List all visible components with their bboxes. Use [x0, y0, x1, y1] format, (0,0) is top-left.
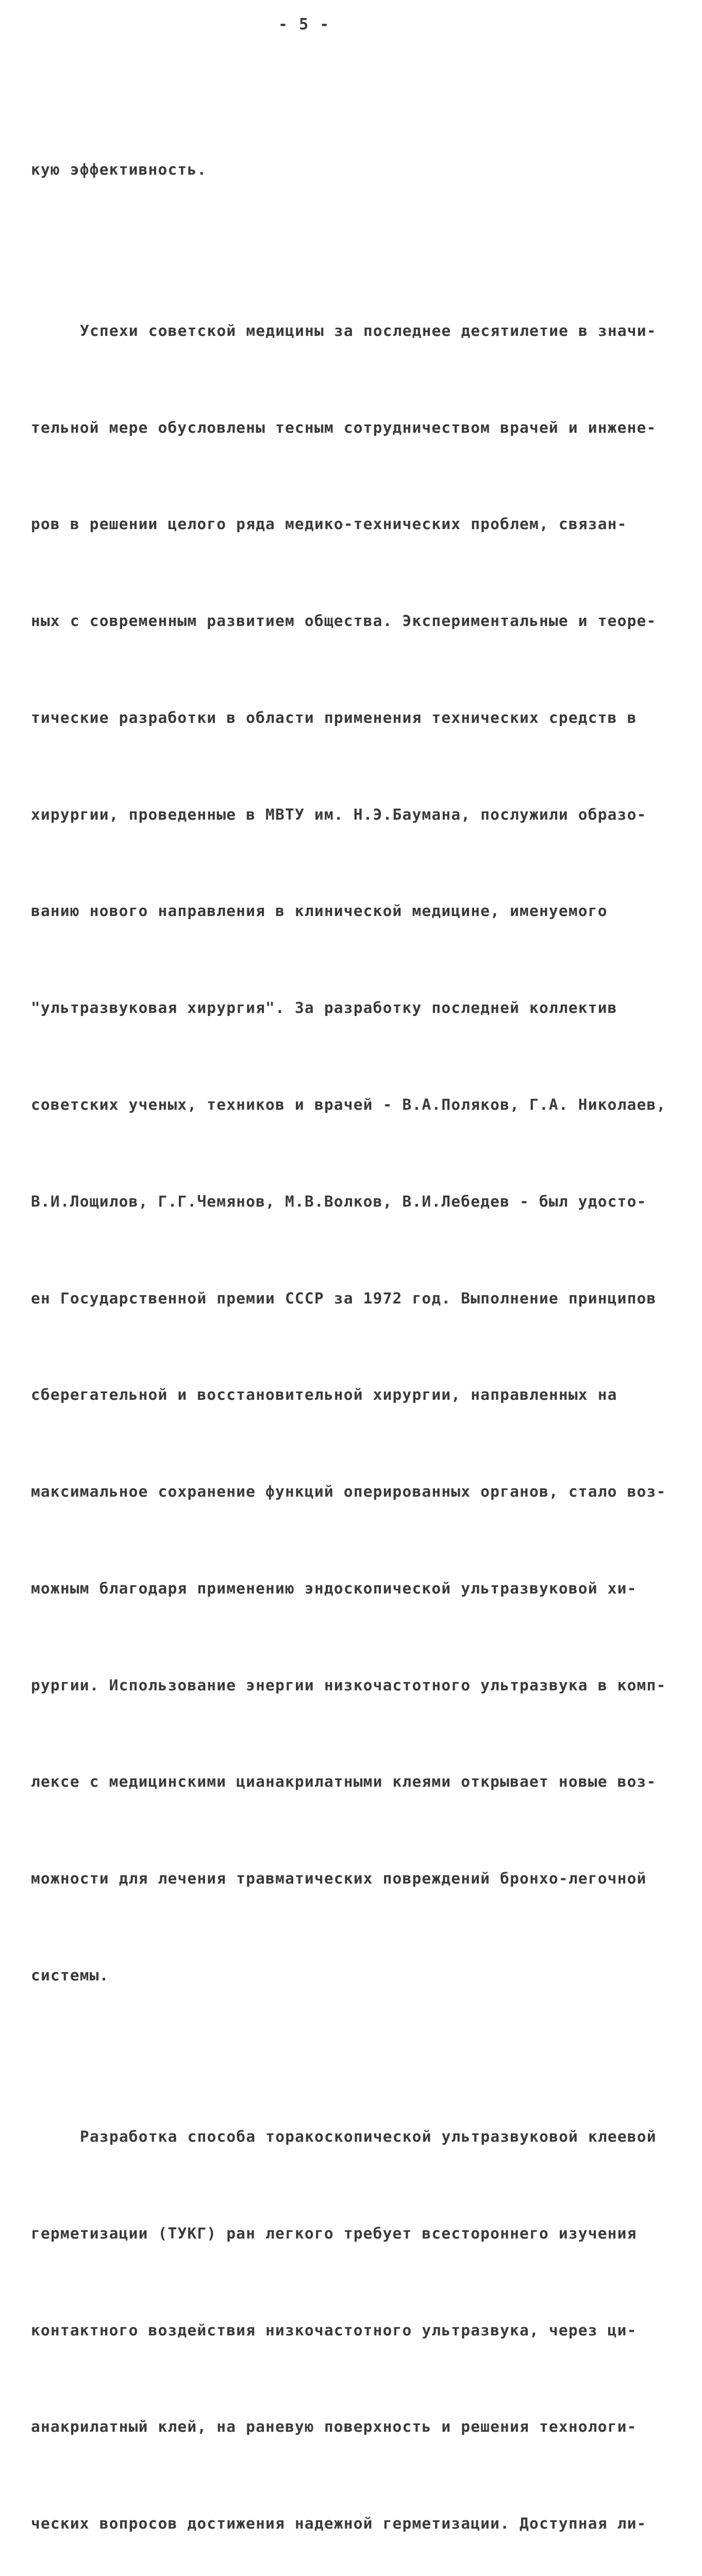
text-line: Разработка способа торакоскопической ультразвуковой клеевой	[80, 2128, 657, 2145]
text-line: "ультразвуковая хирургия". За разработку последней коллектив	[31, 999, 617, 1017]
text-line: можности для лечения травматических повреждений бронхо-легочной	[31, 1870, 647, 1888]
text-line: контактного воздействия низкочастотного ультразвука, через ци-	[31, 2321, 637, 2339]
text-line: анакрилатный клей, на раневую поверхность и решения технологи-	[31, 2418, 637, 2436]
text-line: советских ученых, техников и врачей - В.А.Поляков, Г.А. Николаев,	[31, 1096, 666, 1113]
text-line: В.И.Лощилов, Г.Г.Чемянов, М.В.Волков, В.И.Лебедев - был удосто-	[31, 1192, 647, 1210]
text-line: лексе с медицинскими цианакрилатными клеями открывает новые воз-	[31, 1773, 657, 1791]
text-line: ных с современным развитием общества. Экспериментальные и теоре-	[31, 612, 657, 630]
text-line: максимальное сохранение функций оперированных органов, стало воз-	[31, 1483, 666, 1501]
page-number: - 5 -	[278, 15, 330, 33]
body-text	[31, 57, 675, 2576]
text-line: ен Государственной премии СССР за 1972 год. Выполнение принципов	[31, 1289, 657, 1307]
text-line: хирургии, проведенные в МВТУ им. Н.Э.Баумана, послужили образо-	[31, 805, 647, 823]
text-line: рургии. Использование энергии низкочастотного ультразвука в комп-	[31, 1676, 666, 1694]
text-line: тельной мере обусловлены тесным сотрудничеством врачей и инжене-	[31, 418, 657, 436]
text-line: Успехи советской медицины за последнее десятилетие в значи-	[80, 321, 657, 340]
text-line: кую эффективность.	[31, 160, 207, 178]
text-line: герметизации (ТУКГ) ран легкого требует всестороннего изучения	[31, 2224, 637, 2242]
text-line: ванию нового направления в клинической медицине, именуемого	[31, 902, 608, 920]
text-line: тические разработки в области применения технических средств в	[31, 708, 637, 726]
text-line: ческих вопросов достижения надежной герметизации. Доступная ли-	[31, 2515, 647, 2533]
text-line: ров в решении целого ряда медико-технических проблем, связан-	[31, 515, 627, 533]
text-line: системы.	[31, 1967, 109, 1985]
text-line: сберегательной и восстановительной хирургии, направленных на	[31, 1386, 617, 1404]
text-line: можным благодаря применению эндоскопической ультразвуковой хи-	[31, 1579, 637, 1597]
